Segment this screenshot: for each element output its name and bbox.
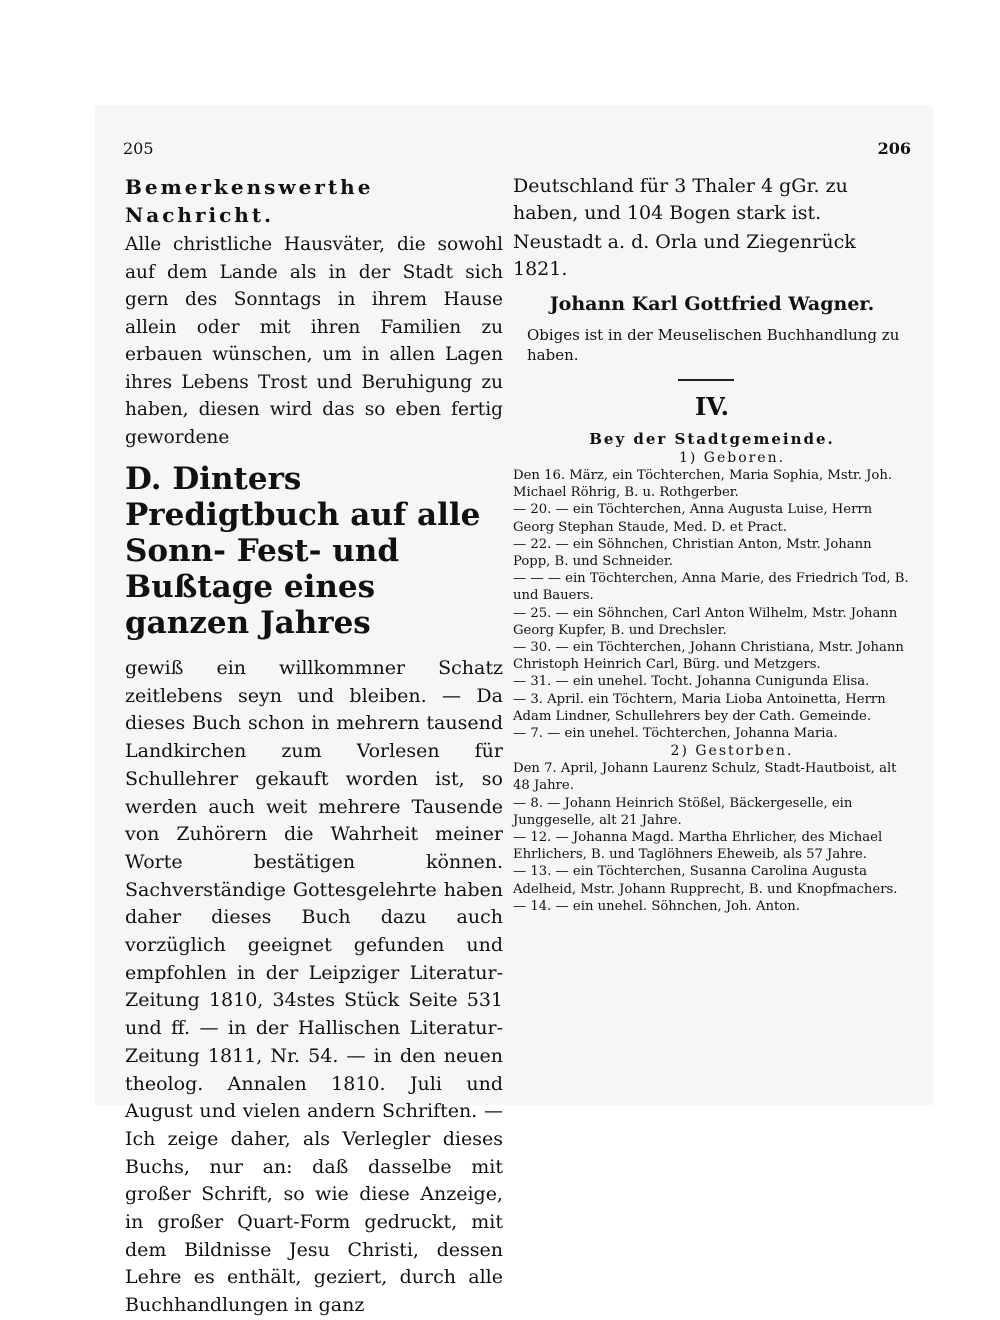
death-entry: Den 7. April, Johann Laurenz Schulz, Stadt-Hautboist, alt 48 Jahre. [513,761,897,794]
section-divider [678,379,734,381]
section-number: IV. [694,392,729,421]
birth-entry: — 3. April. ein Töchtern, Maria Lioba Antoinetta, Herrn Adam Lindner, Schullehrers bey der Cath. Gemeinde. [513,691,886,724]
notice-paragraph-2: gewiß ein willkommner Schatz zeitlebens seyn und bleiben. — Da dieses Buch schon in mehrern tausend Landkirchen zum Vorlesen für Schullehrer gekauft worden ist, so werden auch weit mehrere Tausende von Zuhörern die Wahrheit meiner Worte bestätigen können. Sachverständige Gottesgelehrte haben daher dieses Buch dazu auch vorzüglich geeignet gefunden und empfohlen in der Leipziger Literatur-Zeitung 1810, 34stes Stück Seite 531 und ff. — in der Hallischen Literatur-Zeitung 1811, Nr. 54. — in den neuen theolog. Annalen 1810. Juli und August und vielen andern Schriften. — Ich zeige daher, als Verlegler dieses Buchs, nur an: daß dasselbe mit großer Schrift, so wie diese Anzeige, in großer Quart-Form gedruckt, mit dem Bildnisse Jesu Christi, dessen Lehre es enthält, geziert, durch alle Buchhandlungen in ganz [125,657,503,1317]
page-number-left: 205 [123,139,154,158]
death-entry: — 14. — ein unehel. Söhnchen, Joh. Anton. [513,898,800,914]
birth-entry: — 31. — ein unehel. Tocht. Johanna Cunigunda Elisa. [513,674,870,690]
notice-continuation: Deutschland für 3 Thaler 4 gGr. zu haben, und 104 Bogen stark ist. [513,175,848,224]
notice-paragraph-1: Alle christliche Hausväter, die sowohl auf dem Lande als in der Stadt sich gern des Sonntags in ihrem Hause allein oder mit ihren Familien zu erbauen wünschen, um in allen Lagen ihres Lebens Trost und Beruhigung zu haben, diesen wird das so eben fertig gewordene [125,234,503,448]
section-heading: Bey der Stadtgemeinde. [589,430,835,448]
death-entry: — 12. — Johanna Magd. Martha Ehrlicher, des Michael Ehrlichers, B. und Taglöhners Eheweib, als 57 Jahre. [513,830,883,863]
birth-entry: — 7. — ein unehel. Töchterchen, Johanna Maria. [513,726,838,742]
book-title: D. Dinters Predigtbuch auf alle Sonn- Fest- und Bußtage eines ganzen Jahres [125,461,481,641]
right-column [513,173,911,915]
publisher-signature: Johann Karl Gottfried Wagner. [549,293,875,315]
birth-entry: — 22. — ein Söhnchen, Christian Anton, Mstr. Johann Popp, B. und Schneider. [513,536,872,570]
birth-entry: Den 16. März, ein Töchterchen, Maria Sophia, Mstr. Joh. Michael Röhrig, B. u. Rothgerber. [513,468,893,501]
death-entry: — 13. — ein Töchterchen, Susanna Carolina Augusta Adelheid, Mstr. Johann Rupprecht, B. und Knopfmachers. [513,864,898,897]
notice-heading: Bemerkenswerthe Nachricht. [125,175,374,227]
page-number-right: 206 [877,139,911,158]
left-column [125,173,503,1320]
deaths-list [513,760,911,915]
births-heading: 1) Geboren. [678,450,786,466]
deaths-heading: 2) Gestorben. [670,743,794,760]
place-date: Neustadt a. d. Orla und Ziegenrück 1821. [513,231,856,280]
birth-entry: — 25. — ein Söhnchen, Carl Anton Wilhelm, Mstr. Johann Georg Kupfer, B. und Drechsler. [513,605,898,638]
birth-entry: — 30. — ein Töchterchen, Johann Christiana, Mstr. Johann Christoph Heinrich Carl, Bürg. und Metzgers. [513,640,904,673]
birth-entry: — 20. — ein Töchterchen, Anna Augusta Luise, Herrn Georg Stephan Staude, Med. D. et Pract. [513,502,873,535]
scanned-page [95,105,933,1317]
births-list [513,467,911,742]
birth-entry: — — — ein Töchterchen, Anna Marie, des Friedrich Tod, B. und Bauers. [513,571,909,604]
death-entry: — 8. — Johann Heinrich Stößel, Bäckergeselle, ein Junggeselle, alt 21 Jahre. [513,795,853,828]
bookshop-note: Obiges ist in der Meuselischen Buchhandlung zu haben. [527,326,900,364]
